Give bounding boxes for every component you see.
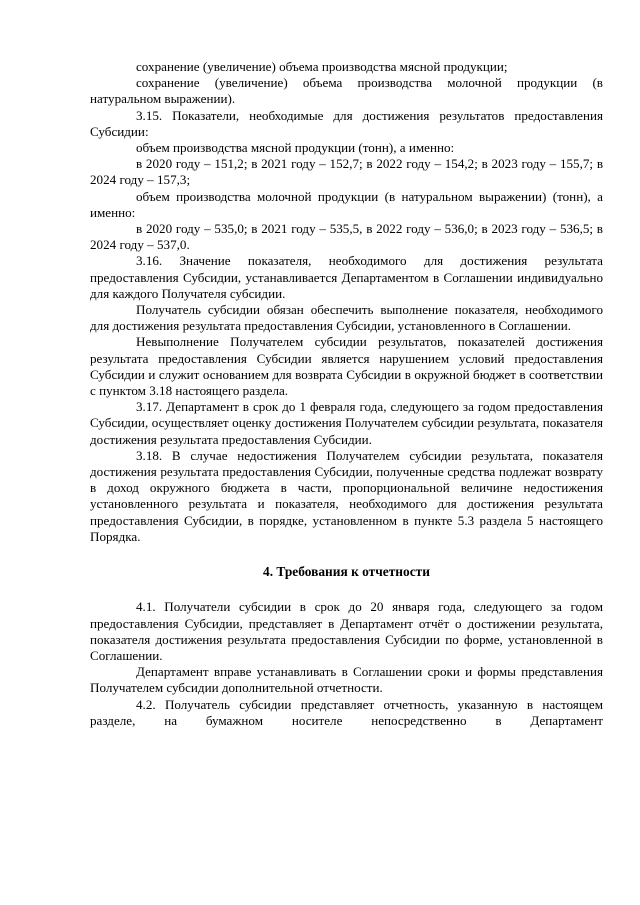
paragraph: 3.15. Показатели, необходимые для достижения результатов предоставления Субсидии: (90, 107, 603, 139)
paragraph: 4.2. Получатель субсидии представляет отчетность, указанную в настоящем разделе, на бумажном носителе непосредственно в Департамент (90, 696, 603, 728)
paragraph: сохранение (увеличение) объема производства мясной продукции; (136, 59, 508, 74)
section-heading: 4. Требования к отчетности (263, 564, 430, 580)
paragraph: сохранение (увеличение) объема производства молочной продукции (в натуральном выражении). (90, 75, 603, 107)
paragraph: Невыполнение Получателем субсидии результатов, показателей достижения результата предоставления Субсидии является нарушением условий предоставления Субсидии и служит основанием для возврата Субсидии в окружной бюджет в соответствии с пунктом 3.18 настоящего раздела. (90, 334, 603, 399)
paragraph: Департамент вправе устанавливать в Соглашении сроки и формы представления Получателем субсидии дополнительной отчетности. (90, 664, 603, 696)
paragraph: 4.1. Получатели субсидии в срок до 20 января года, следующего за годом предоставления Субсидии, представляет в Департамент отчёт о достижении результата, показателя достижения результата предоставления Субсидии по форме, установленной в Соглашении. (90, 599, 603, 663)
paragraph: 3.18. В случае недостижения Получателем субсидии результата, показателя достижения результата предоставления Субсидии, полученные средства подлежат возврату в доход окружного бюджета в части, пропорциональной величине недостижения установленного результата и показателя, необходимого для достижения результата предоставления Субсидии, в порядке, установленном в пункте 5.3 раздела 5 настоящего Порядка. (90, 447, 603, 544)
paragraph: в 2020 году – 151,2; в 2021 году – 152,7; в 2022 году – 154,2; в 2023 году – 155,7; в 2024 году – 157,3; (90, 156, 603, 188)
paragraph: в 2020 году – 535,0; в 2021 году – 535,5, в 2022 году – 536,0; в 2023 году – 536,5; в 2024 году – 537,0. (90, 221, 603, 253)
paragraph: Получатель субсидии обязан обеспечить выполнение показателя, необходимого для достижения результата предоставления Субсидии, установленного в Соглашении. (90, 302, 603, 334)
document-body (90, 59, 603, 729)
paragraph: 3.16. Значение показателя, необходимого для достижения результата предоставления Субсидии, устанавливается Департаментом в Соглашении индивидуально для каждого Получателя субсидии. (90, 253, 603, 301)
paragraph: объем производства мясной продукции (тонн), а именно: (136, 140, 455, 156)
paragraph: объем производства молочной продукции (в натуральном выражении) (тонн), а именно: (90, 188, 603, 220)
paragraph: 3.17. Департамент в срок до 1 февраля года, следующего за годом предоставления Субсидии, осуществляет оценку достижения Получателем субсидии результата, показателя достижения результата предоставления Субсидии. (90, 399, 603, 447)
